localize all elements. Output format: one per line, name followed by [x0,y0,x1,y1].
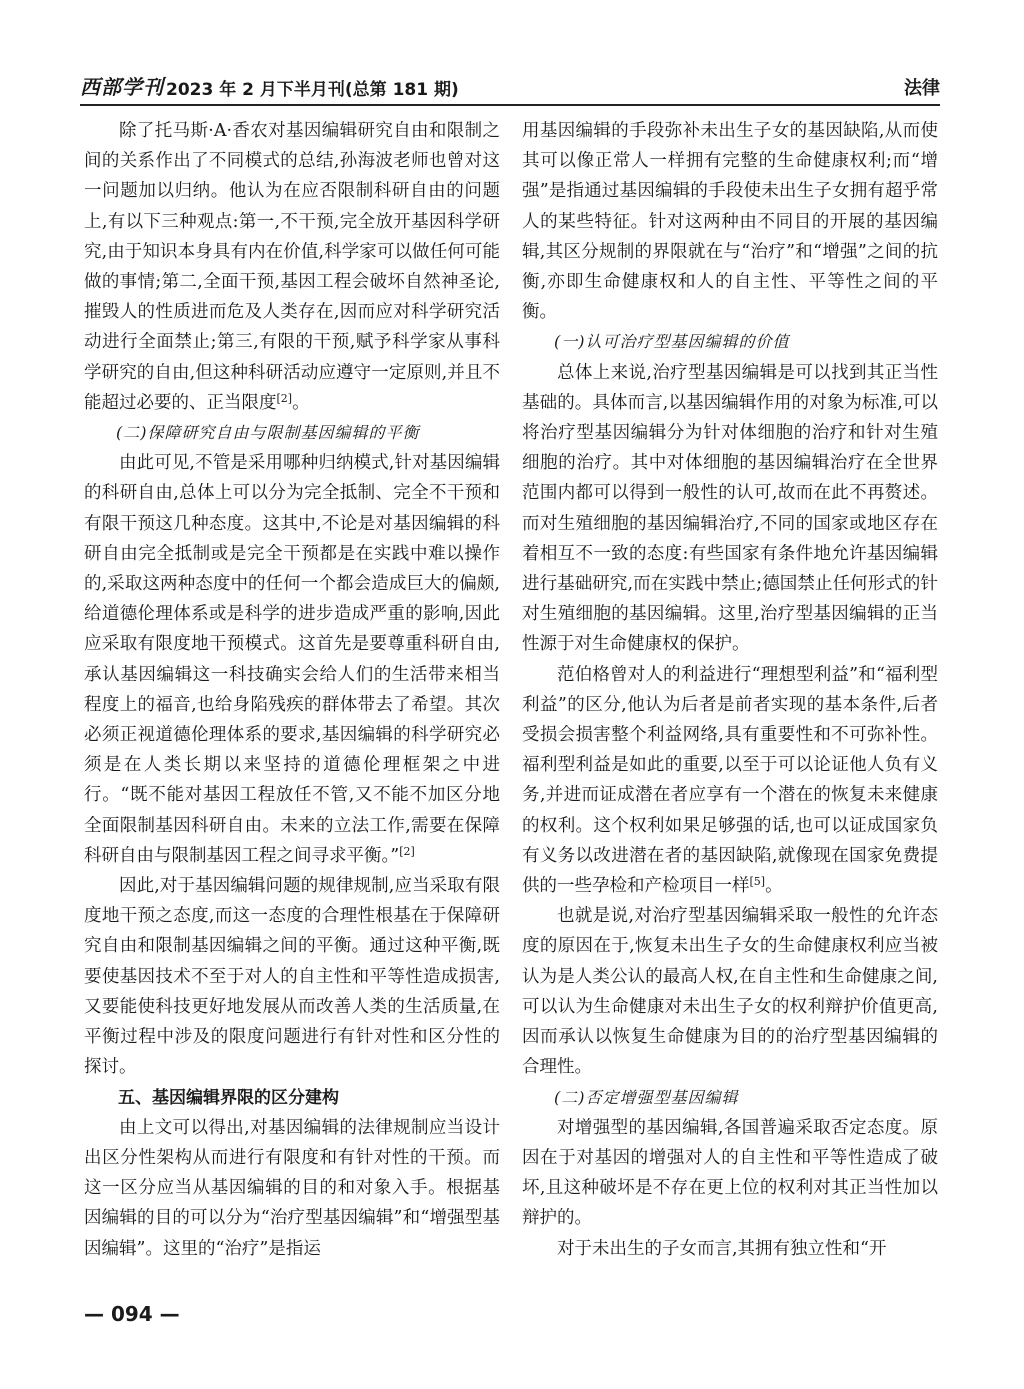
journal-logo: 西部学刊 [80,75,164,99]
paragraph: 因此,对于基因编辑问题的规律规制,应当采取有限度地干预之态度,而这一态度的合理性根基在于保障研究自由和限制基因编辑之间的平衡。通过这种平衡,既要使基因技术不至于对人的自主性和平等性造成损害,又要能使科技更好地发展从而改善人类的生活质量,在平衡过程中涉及的限度问题进行有针对性和区分性的探讨。 [84,876,500,1078]
header-left [80,71,459,100]
subsection-heading: (二)否定增强型基因编辑 [554,1087,739,1107]
page-number: — 094 — [84,1302,180,1326]
left-column [84,116,500,1264]
paragraph: 由此可见,不管是采用哪种归纳模式,针对基因编辑的科研自由,总体上可以分为完全抵制、完全不干预和有限干预这几种态度。这其中,不论是对基因编辑的科研自由完全抵制或是完全干预都是在实践中难以操作的,采取这两种态度中的任何一个都会造成巨大的偏颇,给道德伦理体系或是科学的进步造成严重的影响,因此应采取有限度地干预模式。这首先是要尊重科研自由,承认基因编辑这一科技确实会给人们的生活带来相当程度上的福音,也给身陷残疾的群体带去了希望。其次必须正视道德伦理体系的要求,基因编辑的科学研究必须是在人类长期以来坚持的道德伦理框架之中进行。“既不能对基因工程放任不管,又不能不加区分地全面限制基因科研自由。未来的立法工作,需要在保障科研自由与限制基因工程之间寻求平衡。”[2] [84,453,500,866]
paragraph: 也就是说,对治疗型基因编辑采取一般性的允许态度的原因在于,恢复未出生子女的生命健康权利应当被认为是人类公认的最高人权,在自主性和生命健康之间,可以认为生命健康对未出生子女的权利辩护价值更高,因而承认以恢复生命健康为目的的治疗型基因编辑的合理性。 [522,906,938,1078]
paragraph: 用基因编辑的手段弥补未出生子女的基因缺陷,从而使其可以像正常人一样拥有完整的生命健康权利;而“增强”是指通过基因编辑的手段使未出生子女拥有超乎常人的某些特征。针对这两种由不同目的开展的基因编辑,其区分规制的界限就在与“治疗”和“增强”之间的抗衡,亦即生命健康权和人的自主性、平等性之间的平衡。 [522,121,938,323]
running-header [80,74,940,100]
citation: [5] [749,875,766,889]
paragraph: 总体上来说,治疗型基因编辑是可以找到其正当性基础的。具体而言,以基因编辑作用的对象为标准,可以将治疗型基因编辑分为针对体细胞的治疗和针对生殖细胞的治疗。其中对体细胞的基因编辑治疗在全世界范围内都可以得到一般性的认可,故而在此不再赘述。而对生殖细胞的基因编辑治疗,不同的国家或地区存在着相互不一致的态度:有些国家有条件地允许基因编辑进行基础研究,而在实践中禁止;德国禁止任何形式的针对生殖细胞的基因编辑。这里,治疗型基因编辑的正当性源于对生命健康权的保护。 [522,362,938,655]
paragraph: 对于未出生的子女而言,其拥有独立性和“开 [557,1238,887,1259]
subsection-heading: (二)保障研究自由与限制基因编辑的平衡 [116,423,420,443]
section-label: 法律 [904,78,940,99]
paragraph: 范伯格曾对人的利益进行“理想型利益”和“福利型利益”的区分,他认为后者是前者实现的基本条件,后者受损会损害整个利益网络,具有重要性和不可弥补性。福利型利益是如此的重要,以至于可以论证他人负有义务,并进而证成潜在者应享有一个潜在的恢复未来健康的权利。这个权利如果足够强的话,也可以证成国家负有义务以改进潜在者的基因缺陷,就像现在国家免费提供的一些孕检和产检项目一样[5]。 [522,664,938,897]
paragraph: 除了托马斯·A·香农对基因编辑研究自由和限制之间的关系作出了不同模式的总结,孙海波老师也曾对这一问题加以归纳。他认为在应否限制科研自由的问题上,有以下三种观点:第一,不干预,完全放开基因科学研究,由于知识本身具有内在价值,科学家可以做任何可能做的事情;第二,全面干预,基因工程会破坏自然神圣论,摧毁人的性质进而危及人类存在,因而应对科学研究活动进行全面禁止;第三,有限的干预,赋予科学家从事科学研究的自由,但这种科研活动应遵守一定原则,并且不能超过必要的、正当限度[2]。 [84,121,500,413]
subsection-heading: (一)认可治疗型基因编辑的价值 [554,332,790,352]
paragraph: 对增强型的基因编辑,各国普遍采取否定态度。原因在于对基因的增强对人的自主性和平等性造成了破坏,且这种破坏是不存在更上位的权利对其正当性加以辩护的。 [522,1117,938,1229]
citation: [2] [399,844,415,858]
paragraph: 由上文可以得出,对基因编辑的法律规制应当设计出区分性架构从而进行有限度和有针对性的干预。而这一区分应当从基因编辑的目的和对象入手。根据基因编辑的目的可以分为“治疗型基因编辑”和“增强型基因编辑”。这里的“治疗”是指运 [84,1117,500,1259]
issue-info: 2023 年 2 月下半月刊(总第 181 期) [166,80,459,100]
header-rule [80,104,940,106]
section-heading: 五、基因编辑界限的区分建构 [118,1087,339,1108]
right-column [522,116,938,1264]
citation: [2] [276,391,293,405]
